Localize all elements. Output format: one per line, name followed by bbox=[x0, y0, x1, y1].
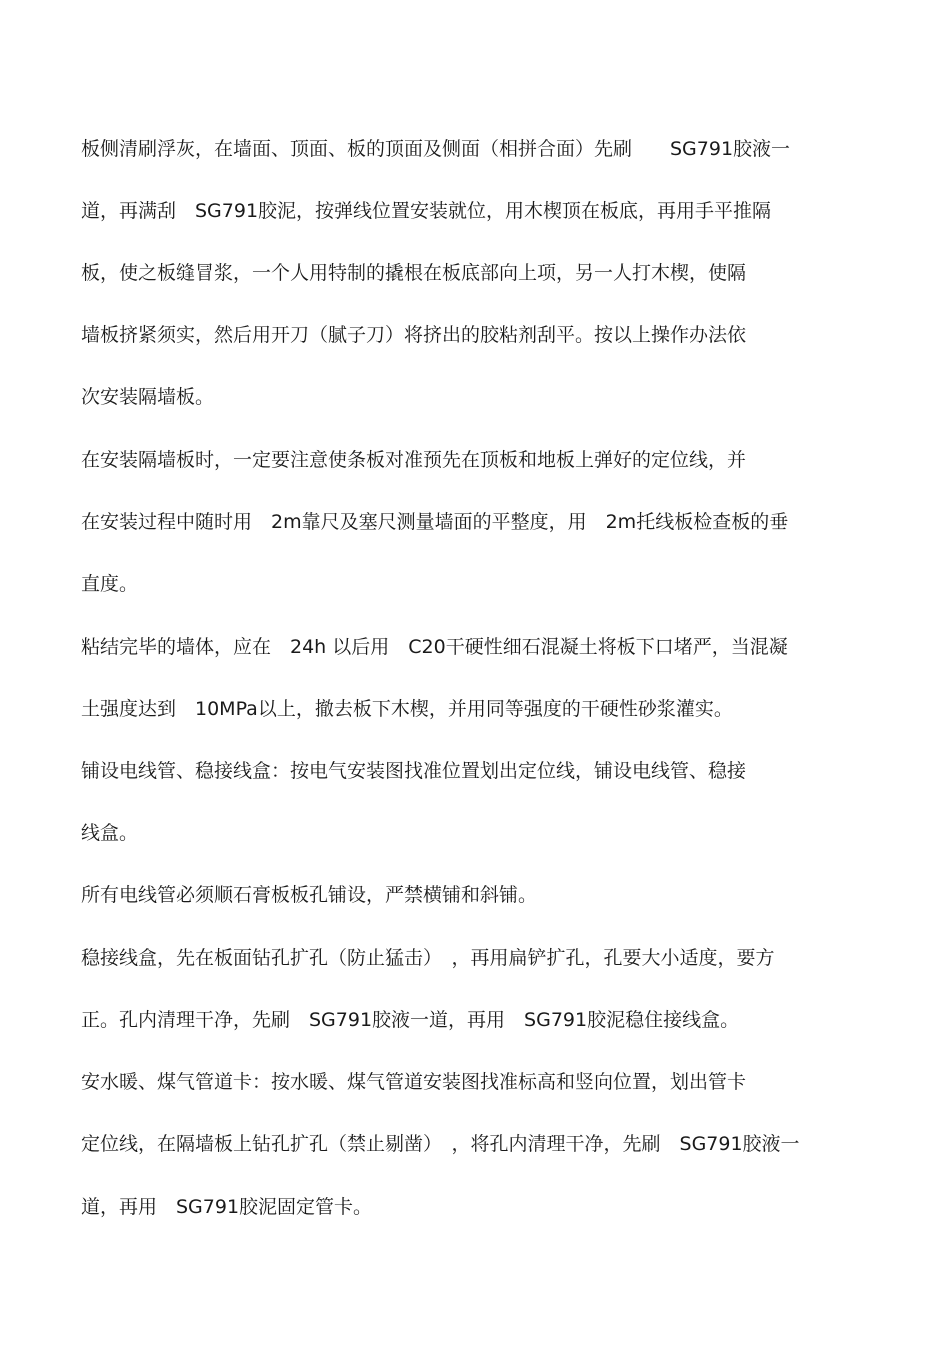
text-line: 土强度达到 10MPa以上，撤去板下木楔，并用同等强度的干硬性砂浆灌实。 bbox=[81, 698, 733, 720]
text-line: 正。孔内清理干净，先刷 SG791胶液一道，再用 SG791胶泥稳住接线盒。 bbox=[81, 1009, 740, 1031]
text-line: 稳接线盒，先在板面钻孔扩孔（防止猛击） ，再用扁铲扩孔，孔要大小适度，要方 bbox=[81, 947, 775, 969]
text-line: 道，再用 SG791胶泥固定管卡。 bbox=[81, 1196, 373, 1218]
text-line: 粘结完毕的墙体，应在 24h 以后用 C20干硬性细石混凝土将板下口堵严，当混凝 bbox=[81, 636, 788, 658]
text-line: 墙板挤紧须实，然后用开刀（腻子刀）将挤出的胶粘剂刮平。按以上操作办法依 bbox=[81, 324, 747, 346]
text-line: 线盒。 bbox=[81, 822, 139, 844]
text-line: 安水暖、煤气管道卡：按水暖、煤气管道安装图找准标高和竖向位置，划出管卡 bbox=[81, 1071, 747, 1093]
text-line: 在安装过程中随时用 2m靠尺及塞尺测量墙面的平整度，用 2m托线板检查板的垂 bbox=[81, 511, 789, 533]
text-line: 板侧清刷浮灰，在墙面、顶面、板的顶面及侧面（相拼合面）先刷 SG791胶液一 bbox=[81, 138, 791, 160]
text-line: 道，再满刮 SG791胶泥，按弹线位置安装就位，用木楔顶在板底，再用手平推隔 bbox=[81, 200, 772, 222]
text-line: 定位线，在隔墙板上钻孔扩孔（禁止剔凿） ，将孔内清理干净，先刷 SG791胶液一 bbox=[81, 1133, 800, 1155]
text-line: 铺设电线管、稳接线盒：按电气安装图找准位置划出定位线，铺设电线管、稳接 bbox=[81, 760, 747, 782]
text-line: 在安装隔墙板时，一定要注意使条板对准预先在顶板和地板上弹好的定位线，并 bbox=[81, 449, 747, 471]
text-line: 所有电线管必须顺石膏板板孔铺设，严禁横铺和斜铺。 bbox=[81, 884, 538, 906]
text-line: 次安装隔墙板。 bbox=[81, 386, 215, 408]
text-line: 板，使之板缝冒浆，一个人用特制的撬根在板底部向上项，另一人打木楔，使隔 bbox=[81, 262, 747, 284]
text-line: 直度。 bbox=[81, 573, 139, 595]
